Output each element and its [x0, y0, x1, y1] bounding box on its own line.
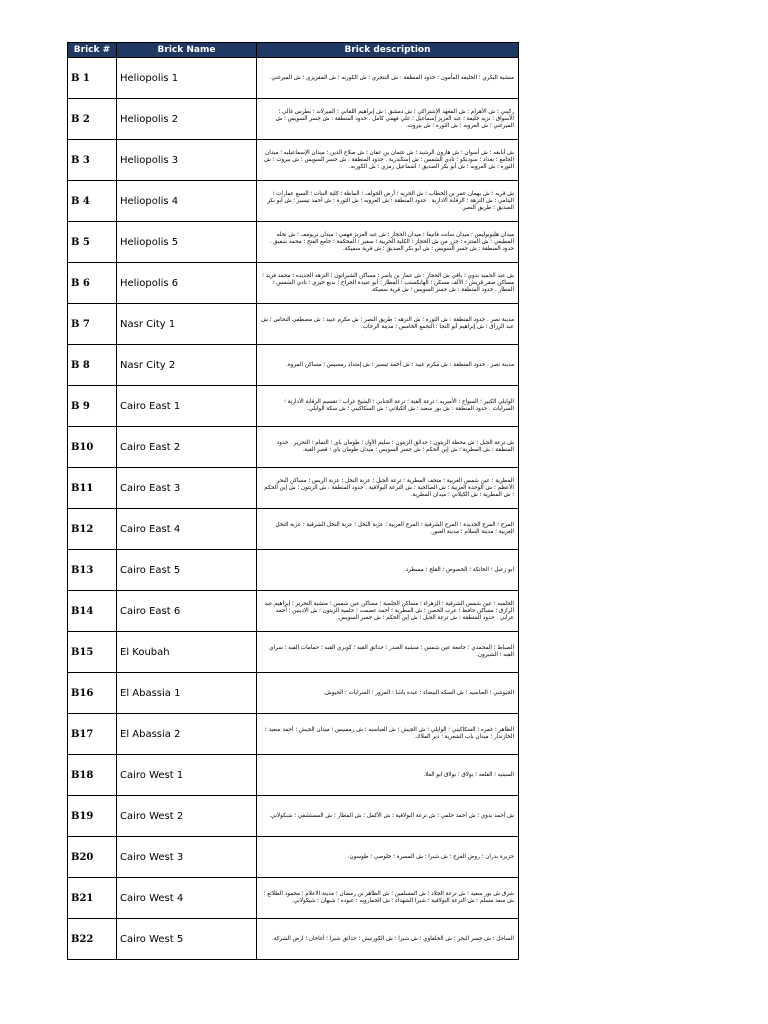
- table-row: [68, 58, 519, 99]
- brick-name-cell: Cairo East 6: [117, 591, 257, 632]
- brick-description-cell: ش أحمد بدوي ؛ ش أحمد حلمي ؛ ش ترعة البولاقية ؛ ش الأكمل ؛ ش المطار ؛ ش المستشفي ؛ شبكولاني.: [257, 796, 519, 837]
- brick-name-cell: El Abassia 2: [117, 714, 257, 755]
- brick-description-cell: مدينة نصر . حدود المنطقة : ش الثوره ؛ ش النزهه ؛ طريق النصر ؛ ش مكرم عبيد ؛ ش مصطفى النحاس ؛ ش عبد الرزاق ؛ ش إبراهيم أبو النجا ؛ التجمع الخامس ؛ مدينة الرحاب.: [257, 304, 519, 345]
- brick-name-cell: Heliopolis 6: [117, 263, 257, 304]
- brick-description-cell: ش عبد الحميد بدوي ؛ باقي ش الحجاز ؛ ش عمار بن ياسر ؛ مساكن الشيراتون ؛ النزهه الجديده ؛ محمد فريد ؛ مساكن صقر قريش ؛ الألف مسكن ؛ الهايكستب ؛ المطار ؛ أبو عبيدة الجراح ؛ بديع خيري ؛ نادي الشمس ؛ المطار . حدود المنطقة : ش جسر السويس ؛ ش قرية سميكة.: [257, 263, 519, 304]
- brick-name-cell: Nasr City 2: [117, 345, 257, 386]
- table-row: [68, 714, 519, 755]
- brick-code-cell: B 6: [68, 263, 117, 304]
- table-row: [68, 550, 519, 591]
- brick-code-cell: B17: [68, 714, 117, 755]
- header-row: [68, 43, 519, 58]
- table-row: [68, 796, 519, 837]
- brick-name-cell: Cairo East 5: [117, 550, 257, 591]
- brick-code-cell: B11: [68, 468, 117, 509]
- brick-name-cell: Cairo East 1: [117, 386, 257, 427]
- brick-code-cell: B18: [68, 755, 117, 796]
- brick-name-cell: Heliopolis 3: [117, 140, 257, 181]
- table-row: [68, 837, 519, 878]
- brick-code-cell: B 5: [68, 222, 117, 263]
- brick-code-cell: B 7: [68, 304, 117, 345]
- table-header: [68, 43, 519, 58]
- brick-description-cell: ش أبابقه ؛ ش أسوان ؛ ش هارون الرشيد ؛ ش عثمان بن عفان ؛ ش صلاح الدين ؛ ميدان الإسماعيليه ؛ ميدان الجامع ؛ بغداد ؛ سوديكو ؛ نادي الشمس ؛ ش إسكندرية . حدود المنطقة : ش جسر السويس ؛ ش بيروت ؛ ش الثوره ؛ ش العروبه ؛ ش أبو بكر الصديق ؛ اسماعيل رمزي ؛ ش الكوربه.: [257, 140, 519, 181]
- table-row: [68, 345, 519, 386]
- table-row: [68, 99, 519, 140]
- brick-code-cell: B 1: [68, 58, 117, 99]
- brick-code-cell: B 3: [68, 140, 117, 181]
- brick-description-cell: الظاهر ؛ غمره ؛ السكاكيني ؛ الوايلي ؛ ش الجيش ؛ ش العباسيه ؛ ش رمسيس ؛ ميدان الجيش ؛ أحمد سعيد ؛ الخازندار ؛ ميدان باب الشعرية ؛ دير الملاك.: [257, 714, 519, 755]
- brick-description-cell: شرق ش بور سعيد ؛ ش ترعة الجلاد ؛ ش المسلمين ؛ ش الظاهر بن رمضان ؛ مدينة الاعلام ؛ محمود الطلائع ؛ ش سعد مسلم ؛ ش الترعة البولاقية ؛ شبرا الشهداء ؛ ش الخمارويه ؛ عبوده ؛ شبهان ؛ شيكولاني.: [257, 878, 519, 919]
- brick-name-cell: Cairo East 4: [117, 509, 257, 550]
- brick-description-cell: جزيرة بدران ؛ روض الفرج ؛ ش شبرا ؛ ش المسرة ؛ خلوصي ؛ طوسون.: [257, 837, 519, 878]
- table-row: [68, 919, 519, 960]
- brick-table: [67, 42, 519, 960]
- brick-code-cell: B22: [68, 919, 117, 960]
- table-row: [68, 140, 519, 181]
- table-row: [68, 755, 519, 796]
- brick-code-cell: B12: [68, 509, 117, 550]
- brick-name-cell: El Abassia 1: [117, 673, 257, 714]
- table-body: [68, 58, 519, 960]
- table-row: [68, 878, 519, 919]
- brick-description-cell: ميدان هليوبوليس ؛ ميدان سانت فاتيما ؛ ميدان الحجاز ؛ ش عبد العزيز فهمي ؛ ميدان تريومف ؛ ش نخله المطيعي ؛ ش المنتزه ؛ جزر من ش الحجاز ؛ الكلية الحربية ؛ سفير ؛ المحكمة ؛ جامع الفتح ؛ محمد شفيق . حدود المنطقة : ش جسر السويس ؛ ش أبو بكر الصديق ؛ ش قرية سميكة.: [257, 222, 519, 263]
- table-row: [68, 468, 519, 509]
- brick-code-cell: B 9: [68, 386, 117, 427]
- brick-name-cell: Cairo East 2: [117, 427, 257, 468]
- brick-name-cell: Cairo West 1: [117, 755, 257, 796]
- brick-description-cell: مدينة نصر . حدود المنطقة : ش مكرم عبيد ؛ ش أحمد تيسير ؛ ش إمتداد رمسيس ؛ مساكن المروة.: [257, 345, 519, 386]
- brick-name-cell: Cairo West 5: [117, 919, 257, 960]
- brick-code-cell: B15: [68, 632, 117, 673]
- table-row: [68, 181, 519, 222]
- brick-description-cell: منشية البكري ؛ الخليفه المأمون ؛ حدود المنطقة : ش النتجري ؛ ش الكوربه ؛ ش المقريزي ؛ ش الميرغني.: [257, 58, 519, 99]
- brick-description-cell: ابو زعبل ؛ الخانكة ؛ الخصوص ؛ القلج ؛ مسطرد.: [257, 550, 519, 591]
- brick-description-cell: ركيني ؛ ش الأهرام ؛ ش المعهد الإشتراكي ؛ ش دمشق ؛ ش إبراهيم اللقاني ؛ الميرلاند ؛ بطرس غالي ؛ الأسواق ؛ نزيه خليفة ؛ عبد العزيز إسماعيل ؛ علي فهمي كامل . حدود المنطقة : ش جسر السويس ؛ ش الميرغني ؛ ش العروبه ؛ ش الثوره ؛ ش بيروت.: [257, 99, 519, 140]
- brick-name-cell: Heliopolis 2: [117, 99, 257, 140]
- column-header-brick-code: Brick #: [68, 43, 117, 58]
- brick-code-cell: B13: [68, 550, 117, 591]
- brick-code-cell: B16: [68, 673, 117, 714]
- brick-code-cell: B 4: [68, 181, 117, 222]
- table-row: [68, 427, 519, 468]
- brick-code-cell: B10: [68, 427, 117, 468]
- brick-name-cell: Cairo West 3: [117, 837, 257, 878]
- brick-name-cell: El Koubah: [117, 632, 257, 673]
- table-row: [68, 632, 519, 673]
- brick-description-cell: الساحل ؛ ش جسر البحر ؛ ش الخلفاوي ؛ ش شبرا ؛ ش الكورنيش ؛ حدائق شبرا ؛ أغاخان ؛ ارض الشركة.: [257, 919, 519, 960]
- table-row: [68, 386, 519, 427]
- table-row: [68, 263, 519, 304]
- column-header-brick-name: Brick Name: [117, 43, 257, 58]
- table-row: [68, 673, 519, 714]
- table-row: [68, 591, 519, 632]
- brick-description-cell: ش ترعة الجبل ؛ ش محطة الزيتون ؛ حدائق الزيتون ؛ سليم الأول ؛ طومان باي ؛ التمام ؛ التحرير . حدود المنطقة : ش المطرية ؛ ش إبن الحكم ؛ ش جسر السويس ؛ ميدان طومان باي ؛ قصر القبة.: [257, 427, 519, 468]
- column-header-brick-description: Brick description: [257, 43, 519, 58]
- brick-name-cell: Nasr City 1: [117, 304, 257, 345]
- brick-code-cell: B14: [68, 591, 117, 632]
- brick-name-cell: Heliopolis 5: [117, 222, 257, 263]
- brick-code-cell: B19: [68, 796, 117, 837]
- brick-description-cell: الجيوشي ؛ العباسيه ؛ ش السكه البيضاء ؛ عبده باشا ؛ المرور ؛ السرايات ؛ الجيوش.: [257, 673, 519, 714]
- brick-description-cell: المطرية ؛ عين شمس الغربية ؛ متحف المطرية ؛ ترعة الجبل ؛ عزبة النخل ؛ عزبة الريس ؛ مساكن البحر الأعظم ؛ ش الوحدة العربية ؛ ش الصالحية ؛ ش الترعة البولاقية . حدود المنطقة : ش الزيتون ؛ ش إبن الحكم ؛ ش المطرية ؛ ش الكيلاني ؛ ميدان المطرية.: [257, 468, 519, 509]
- brick-name-cell: Cairo West 4: [117, 878, 257, 919]
- brick-code-cell: B 8: [68, 345, 117, 386]
- brick-name-cell: Cairo West 2: [117, 796, 257, 837]
- brick-description-cell: السبتيه ؛ القلعه ؛ بولاق ؛ بولاق ابو العلا.: [257, 755, 519, 796]
- table-row: [68, 222, 519, 263]
- brick-description-cell: الحلميه ؛ عين شمس الشرقية ؛ الزهراء ؛ مساكن الحلمية ؛ مساكن عين شمس ؛ منشية التحرير ؛ إبراهيم عبد الرازق ؛ مساكن حافظ ؛ عرب الحصن ؛ ش المطرية ؛ أحمد عصمت ؛ حلمية الزيتون ؛ ش الاديبين ؛ أحمد عرابي . حدود المنطقة : ش ترعة الجبل ؛ ش إبن الحكم ؛ ش جسر السويس.: [257, 591, 519, 632]
- brick-code-cell: B20: [68, 837, 117, 878]
- brick-name-cell: Heliopolis 4: [117, 181, 257, 222]
- brick-description-cell: المرج ؛ المرج الجديدة ؛ المرج الشرقية ؛ المرج الغربية ؛ عزبة النخل ؛ عزبة النخل الشرقية ؛ عزبة النخل الغربية ؛ مدينة السلام ؛ مدينة العبور.: [257, 509, 519, 550]
- table-row: [68, 509, 519, 550]
- brick-name-cell: Heliopolis 1: [117, 58, 257, 99]
- brick-code-cell: B21: [68, 878, 117, 919]
- brick-name-cell: Cairo East 3: [117, 468, 257, 509]
- brick-description-cell: الضباط ؛ المحمدي ؛ جامعة عين شمس ؛ منشية الصدر ؛ حدائق القبه ؛ كوبري القبه ؛ حمامات القبه ؛ سراي القبه ؛ الشبرون.: [257, 632, 519, 673]
- table-row: [68, 304, 519, 345]
- brick-code-cell: B 2: [68, 99, 117, 140]
- brick-description-cell: الوايلي الكبير ؛ السواح ؛ الأميريه ؛ ترعة القبة ؛ ترعة الجنابي ؛ الشيخ غراب ؛ تقسيم الرقابة الادارية ؛ السرايات . حدود المنطقة : ش بور سعيد ؛ ش الكيلاني ؛ ش السكاكيني ؛ ش سكة الوايلي.: [257, 386, 519, 427]
- brick-description-cell: ش قريه ؛ ش بهمان عمر بن الخطاب ؛ ش الحريه ؛ أرض الجولف ؛ الماظة ؛ كلية البنات ؛ السبع عمارات ؛ اليتامي ؛ ش النزهة ؛ الرقابة الادارية . حدود المنطقة : ش العروبه ؛ ش الثورة ؛ ش أحمد تيسير ؛ ش أبو بكر الصديق ؛ طريق النصر.: [257, 181, 519, 222]
